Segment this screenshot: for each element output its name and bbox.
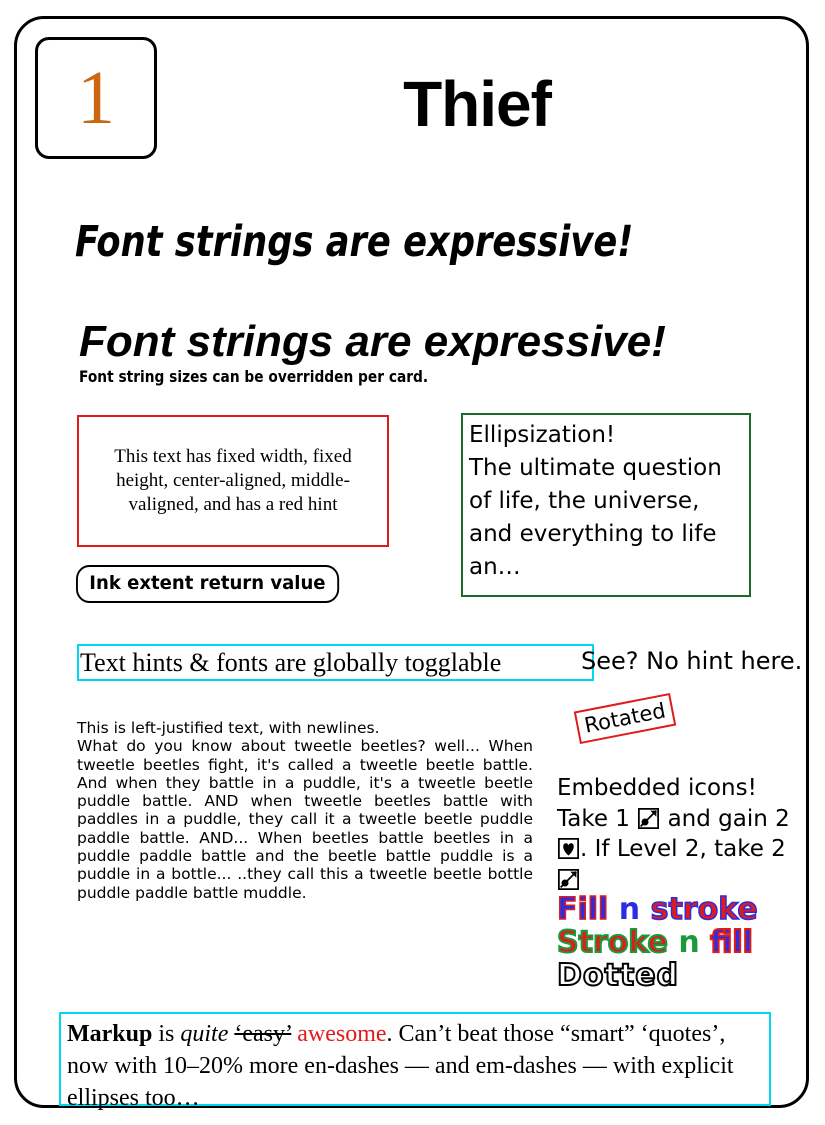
markup-text bbox=[67, 1019, 767, 1115]
ellipsization-box bbox=[461, 413, 751, 597]
fx-word-n2: n bbox=[678, 925, 700, 960]
fixed-size-text: This text has fixed width, fixed height, center-aligned, middle-valigned, and has a red hint bbox=[114, 445, 352, 516]
body-copy-paragraph: What do you know about tweetle beetles? well... When tweetle beetles fight, it's called a tweetle beetle battle. And when they battle in a puddle, it's a tweetle beetle puddle battle. AND when tweetle beetles battle with paddles in a puddle, they call it a tweetle beetle puddle paddle battle. AND... When beetles battle beetles in a puddle paddle battle and the beetle battle puddle is a puddle in a bottle... ..they call this a tweetle beetle bottle puddle paddle battle muddle. bbox=[77, 737, 533, 902]
stroke-n-fill-line bbox=[557, 925, 753, 960]
card bbox=[14, 16, 809, 1111]
hinted-text: Text hints & fonts are globally togglable bbox=[80, 648, 502, 677]
markup-rest: . Can’t beat those “smart” ‘quotes’, now with 10–20% more en-dashes — and em-dashes — with explicit ellipses too… bbox=[67, 1021, 734, 1111]
coin-icon bbox=[558, 868, 579, 889]
fill-stroke-demo bbox=[557, 892, 817, 995]
ink-extent-pill: Ink extent return value bbox=[76, 565, 339, 603]
embedded-icons-part3: . If Level 2, take 2 bbox=[580, 836, 786, 863]
body-copy bbox=[77, 719, 533, 902]
unhinted-text: See? No hint here. bbox=[581, 647, 803, 675]
fx-word-n: n bbox=[618, 892, 641, 927]
markup-after-bold: is bbox=[152, 1021, 181, 1047]
expressive-line-2: Font strings are expressive! bbox=[79, 317, 666, 366]
embedded-icons-part1: Take 1 bbox=[557, 805, 630, 832]
markup-italic: quite bbox=[180, 1021, 229, 1047]
fx-word-fill: Fill bbox=[557, 892, 609, 927]
fixed-size-text-box bbox=[77, 415, 389, 547]
coin-icon bbox=[638, 807, 659, 828]
expressive-line-3: Font string sizes can be overridden per card. bbox=[79, 367, 429, 386]
markup-bold: Markup bbox=[67, 1021, 153, 1047]
embedded-icons-heading: Embedded icons! bbox=[557, 775, 757, 801]
expressive-line-1: Font strings are expressive! bbox=[75, 217, 634, 267]
page-title: Thief bbox=[403, 68, 551, 140]
dotted-line: Dotted bbox=[557, 958, 680, 993]
body-copy-first-line: This is left-justified text, with newlines. bbox=[77, 719, 380, 737]
fx-word-stroke2: Stroke bbox=[557, 925, 668, 960]
level-number: 1 bbox=[77, 56, 115, 140]
fill-n-stroke-line bbox=[557, 892, 758, 927]
embedded-icons-part2: and gain 2 bbox=[667, 805, 790, 832]
ellipsization-text: Ellipsization! The ultimate question of life, the universe, and everything to life an… bbox=[469, 422, 722, 580]
heart-icon bbox=[558, 837, 579, 858]
fx-word-fill2: fill bbox=[710, 925, 753, 960]
level-badge bbox=[35, 37, 157, 159]
fx-word-stroke: stroke bbox=[650, 892, 758, 927]
embedded-icons-block bbox=[557, 773, 807, 895]
rotated-label: Rotated bbox=[574, 693, 677, 744]
markup-red: awesome bbox=[297, 1021, 387, 1047]
markup-strike: ‘easy’ bbox=[234, 1021, 292, 1047]
